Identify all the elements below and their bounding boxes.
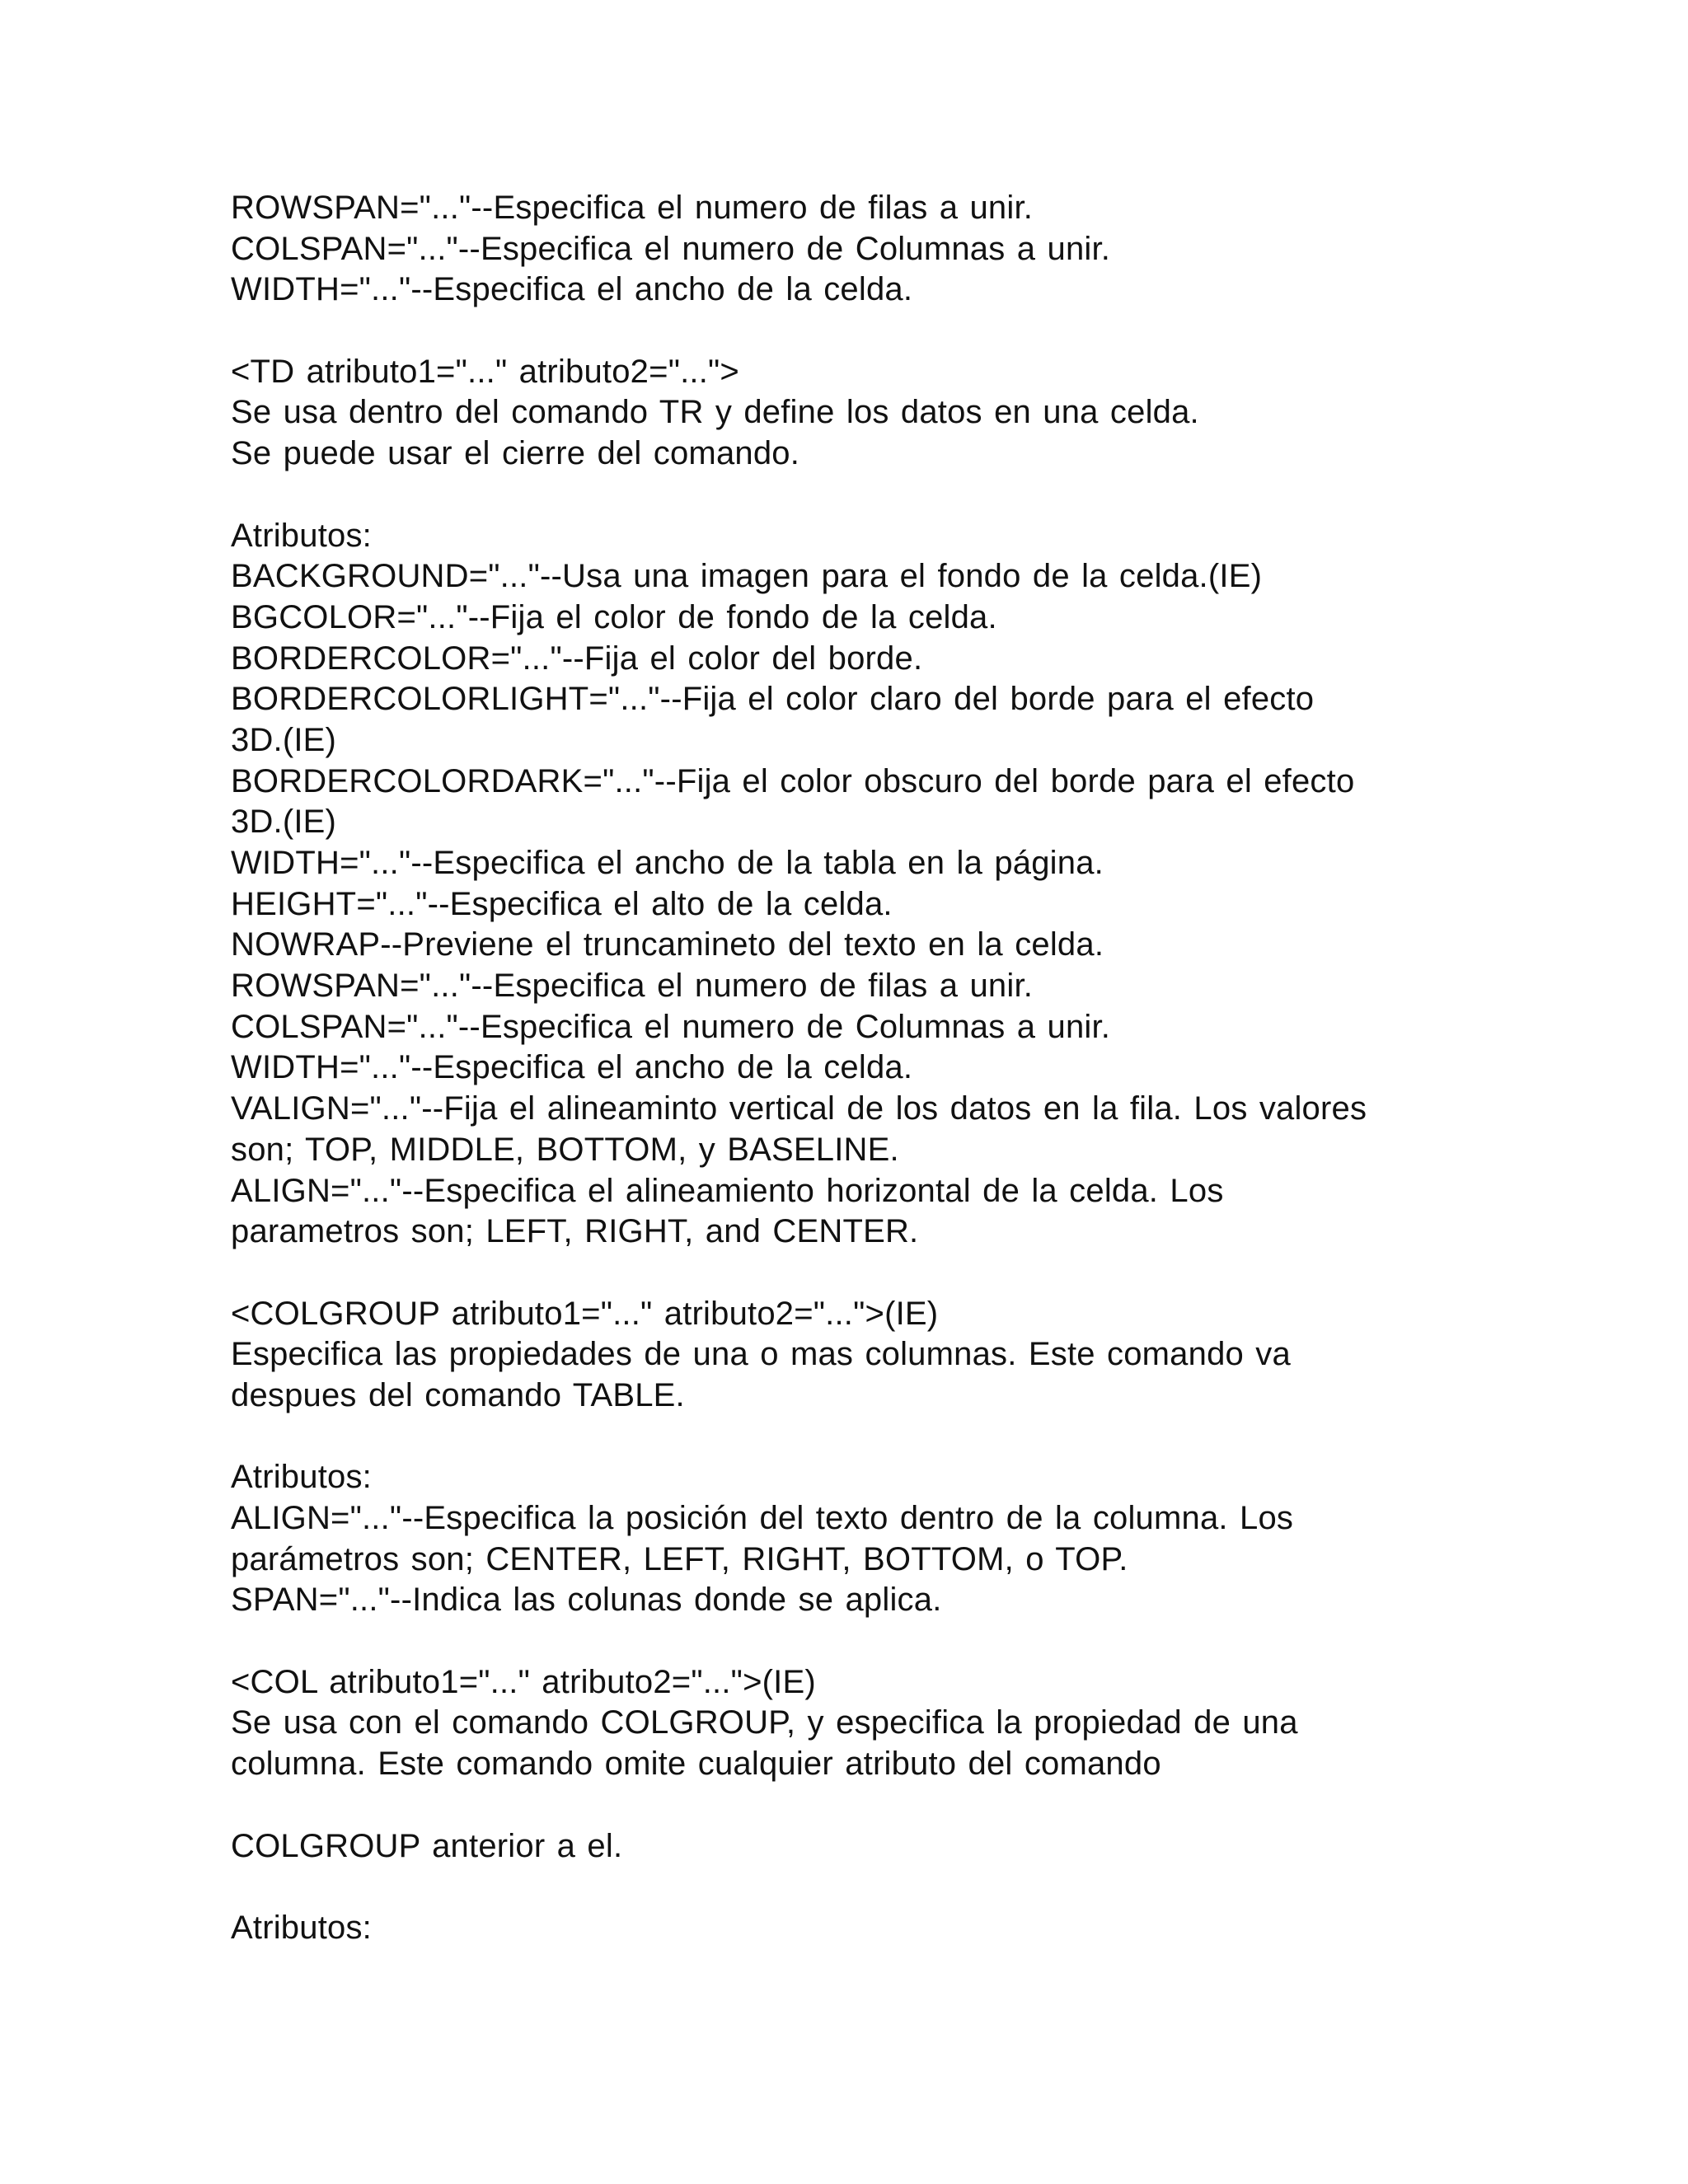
- text-line: COLSPAN="..."--Especifica el numero de Columnas a unir.: [231, 230, 1111, 267]
- document-body: [231, 188, 1434, 1949]
- text-line: 3D.(IE): [231, 721, 337, 758]
- text-line: <TD atributo1="..." atributo2="...">: [231, 353, 739, 390]
- text-line: son; TOP, MIDDLE, BOTTOM, y BASELINE.: [231, 1131, 899, 1168]
- text-line: <COL atributo1="..." atributo2="...">(IE): [231, 1663, 816, 1700]
- text-line: Se puede usar el cierre del comando.: [231, 435, 800, 472]
- text-line: parametros son; LEFT, RIGHT, and CENTER.: [231, 1213, 919, 1250]
- text-line: despues del comando TABLE.: [231, 1376, 685, 1413]
- blank-line: [231, 475, 1434, 516]
- text-line: parámetros son; CENTER, LEFT, RIGHT, BOTTOM, o TOP.: [231, 1540, 1128, 1577]
- text-line: BORDERCOLORDARK="..."--Fija el color obscuro del borde para el efecto: [231, 762, 1355, 799]
- text-line: Se usa con el comando COLGROUP, y especifica la propiedad de una: [231, 1704, 1298, 1741]
- text-line: VALIGN="..."--Fija el alineaminto vertical de los datos en la fila. Los valores: [231, 1090, 1367, 1127]
- text-line: 3D.(IE): [231, 804, 337, 841]
- blank-line: [231, 1867, 1434, 1908]
- text-line: BGCOLOR="..."--Fija el color de fondo de la celda.: [231, 598, 997, 635]
- blank-line: [231, 1417, 1434, 1458]
- text-line: HEIGHT="..."--Especifica el alto de la celda.: [231, 885, 893, 922]
- text-line: columna. Este comando omite cualquier atributo del comando: [231, 1746, 1161, 1783]
- text-line: BORDERCOLORLIGHT="..."--Fija el color claro del borde para el efecto: [231, 681, 1315, 718]
- text-line: SPAN="..."--Indica las colunas donde se aplica.: [231, 1582, 942, 1619]
- section-heading: Atributos:: [231, 1909, 372, 1946]
- text-line: <COLGROUP atributo1="..." atributo2="...">(IE): [231, 1295, 939, 1332]
- text-line: Se usa dentro del comando TR y define los datos en una celda.: [231, 394, 1199, 431]
- blank-line: [231, 1253, 1434, 1294]
- blank-line: [231, 311, 1434, 352]
- section-heading: Atributos:: [231, 1459, 372, 1496]
- text-line: WIDTH="..."--Especifica el ancho de la celda.: [231, 271, 913, 308]
- text-line: NOWRAP--Previene el truncamineto del texto en la celda.: [231, 926, 1104, 963]
- text-line: ROWSPAN="..."--Especifica el numero de filas a unir.: [231, 190, 1034, 226]
- text-line: BACKGROUND="..."--Usa una imagen para el fondo de la celda.(IE): [231, 558, 1263, 595]
- text-line: ALIGN="..."--Especifica el alineamiento horizontal de la celda. Los: [231, 1172, 1224, 1209]
- text-line: ROWSPAN="..."--Especifica el numero de filas a unir.: [231, 968, 1034, 1005]
- section-heading: Atributos:: [231, 517, 372, 554]
- text-line: COLGROUP anterior a el.: [231, 1827, 623, 1864]
- text-line: ALIGN="..."--Especifica la posición del texto dentro de la columna. Los: [231, 1500, 1294, 1536]
- text-line: WIDTH="..."--Especifica el ancho de la tabla en la página.: [231, 845, 1104, 881]
- text-line: WIDTH="..."--Especifica el ancho de la celda.: [231, 1049, 913, 1086]
- text-line: Especifica las propiedades de una o mas columnas. Este comando va: [231, 1336, 1291, 1373]
- text-line: BORDERCOLOR="..."--Fija el color del borde.: [231, 640, 923, 677]
- blank-line: [231, 1785, 1434, 1826]
- text-line: COLSPAN="..."--Especifica el numero de Columnas a unir.: [231, 1008, 1111, 1045]
- blank-line: [231, 1621, 1434, 1662]
